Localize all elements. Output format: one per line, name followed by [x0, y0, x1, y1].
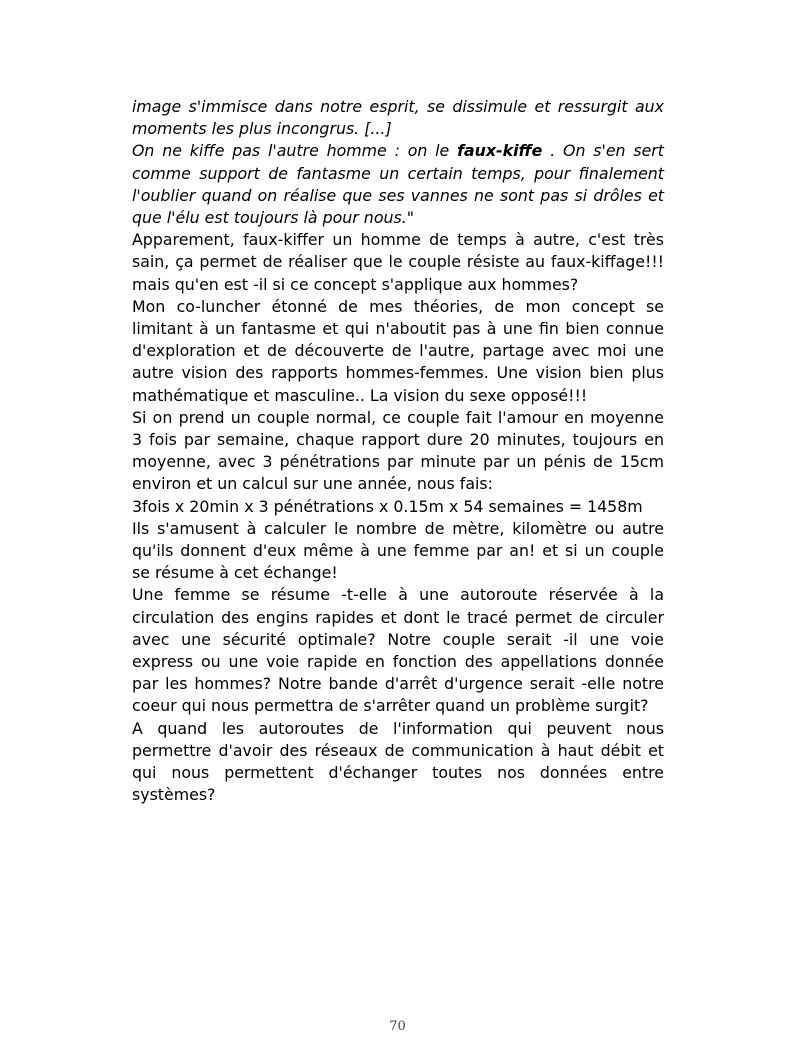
paragraph: Une femme se résume -t-elle à une autoroute réservée à la circulation des engins rapides et dont le tracé permet de circuler avec une sécurité optimale? Notre couple serait -il une voie express ou une voie rapide en fonction des appellations donnée par les hommes? Notre bande d'arrêt d'urgence serait -elle notre coeur qui nous permettra de s'arrêter quand un problème surgit?	[132, 585, 664, 716]
body-text	[132, 96, 664, 807]
paragraph: Mon co-luncher étonné de mes théories, de mon concept se limitant à un fantasme et qui n'aboutit pas à une fin bien connue d'exploration et de découverte de l'autre, partage avec moi une autre vision des rapports hommes-femmes. Une vision bien plus mathématique et masculine.. La vision du sexe opposé!!!	[132, 296, 664, 405]
quote-text-before: On ne kiffe pas l'autre homme : on le	[132, 141, 458, 161]
paragraph: Ils s'amusent à calculer le nombre de mètre, kilomètre ou autre qu'ils donnent d'eux même à une femme par an! et si un couple se résume à cet échange!	[132, 518, 664, 583]
quote-paragraph-1: image s'immisce dans notre esprit, se dissimule et ressurgit aux moments les plus incongrus. [...]	[132, 97, 664, 139]
formula-paragraph: 3fois x 20min x 3 pénétrations x 0.15m x 54 semaines = 1458m	[132, 496, 643, 516]
paragraph: Si on prend un couple normal, ce couple fait l'amour en moyenne 3 fois par semaine, chaque rapport dure 20 minutes, toujours en moyenne, avec 3 pénétrations par minute par un pénis de 15cm environ et un calcul sur une année, nous fais:	[132, 407, 664, 494]
paragraph: Apparement, faux-kiffer un homme de temps à autre, c'est très sain, ça permet de réaliser que le couple résiste au faux-kiffage!!! mais qu'en est -il si ce concept s'applique aux hommes?	[132, 230, 664, 294]
paragraph: A quand les autoroutes de l'information qui peuvent nous permettre d'avoir des réseaux de communication à haut débit et qui nous permettent d'échanger toutes nos données entre systèmes?	[132, 718, 664, 805]
quote-text-after: . On s'en sert comme support de fantasme un certain temps, pour finalement l'oublier quand on réalise que ses vannes ne sont pas si drôles et que l'élu est toujours là pour nous.	[132, 141, 664, 228]
quote-paragraph-2	[132, 140, 664, 229]
page-number: 70	[389, 1019, 406, 1034]
quote-close-mark: "	[406, 208, 415, 228]
quote-emphasis: faux-kiffe	[457, 141, 543, 161]
